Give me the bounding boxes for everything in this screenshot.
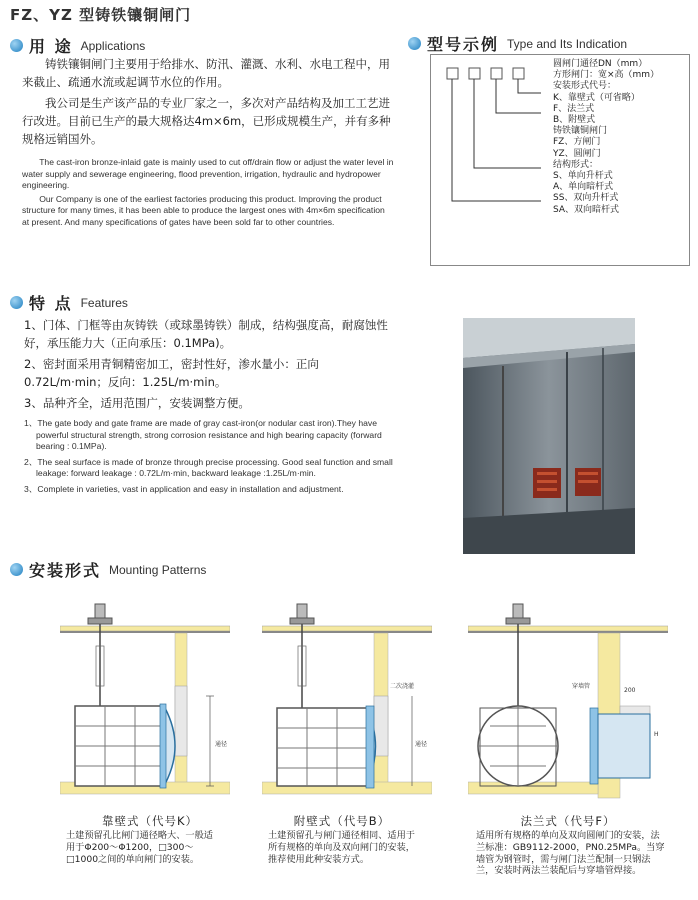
feature-en-item: 3、Complete in varieties, vast in application and easy in installation and adjustment. (24, 483, 344, 494)
type-line: 铸铁镶铜闸门 (553, 126, 608, 137)
gate-photo (463, 318, 635, 554)
bullet-icon (408, 37, 421, 50)
type-en-title: Type and Its Indication (507, 36, 628, 51)
features-heading (10, 291, 128, 314)
type-line: S、单向升杆式 (553, 171, 613, 182)
caption-wall-mounted: 靠壁式（代号K） (101, 814, 199, 828)
applications-en-title: Applications (80, 38, 146, 53)
applications-en-block (22, 157, 394, 228)
wall-pipe-label: 穿墙管 (572, 683, 591, 690)
mounting-cn-title: 安装形式 (29, 561, 102, 580)
type-code-list (553, 59, 659, 216)
applications-cn-block (22, 55, 394, 148)
bullet-icon (10, 39, 23, 52)
type-heading (408, 32, 627, 55)
type-line: FZ、方闸门 (553, 137, 601, 148)
applications-cn-para2: 我公司是生产该产品的专业厂家之一，多次对产品结构及加工工艺进行改进。目前已生产的最大规格达4m×6m，已形成规模生产，并有多种规格远销国外。 (22, 96, 391, 146)
features-en-title: Features (80, 295, 128, 310)
features-cn-list (24, 316, 394, 415)
applications-cn-title: 用 途 (29, 37, 73, 56)
feature-cn-item: 2、密封面采用青铜精密加工，密封性好，渗水量小：正向0.72L/m·min；反向：1.25L/m·min。 (24, 357, 319, 389)
caption-flange: 法兰式（代号F） (520, 814, 616, 828)
feature-cn-item: 3、品种齐全，适用范围广，安装调整方便。 (24, 396, 250, 410)
drawing-flange (468, 596, 668, 808)
type-line: 圆闸门通径DN（mm） (553, 59, 648, 69)
type-cn-title: 型号示例 (427, 35, 500, 54)
feature-en-item: 1、The gate body and gate frame are made of gray cast-iron(or nodular cast iron).They have powerful structural strength, strong corrosion resistance and high bearing capacity (forward bearing : 0.1MPa). (24, 418, 382, 451)
elevation-label: 通径 (215, 741, 228, 748)
type-line: YZ、圆闸门 (553, 148, 601, 159)
type-line: 结构形式： (553, 159, 599, 170)
features-cn-title: 特 点 (29, 294, 73, 313)
page-title: FZ、YZ 型铸铁镶铜闸门 (10, 6, 192, 24)
type-line: F、法兰式 (553, 103, 595, 114)
desc-wall-mounted: 土建预留孔比闸门通径略大、一般适用于Φ200～Φ1200，□300～□1000之间的单向闸门的安装。 (66, 830, 213, 865)
type-line: SA、双向暗杆式 (553, 204, 620, 215)
drawing-wall-mounted (60, 596, 230, 808)
type-line: K、靠壁式（可省略） (553, 92, 640, 103)
type-line: B、附壁式 (553, 115, 596, 126)
mounting-en-title: Mounting Patterns (109, 562, 207, 577)
desc-flange: 适用所有规格的单向及双向圆闸门的安装，法兰标准：GB9112-2000，PN0.25MPa。当穿墙管为钢管时，需与闸门法兰配制一只钢法兰，安装时两法兰装配后与穿墙管焊接。 (476, 830, 665, 877)
dim-200-label: 200 (624, 687, 636, 694)
bullet-icon (10, 296, 23, 309)
feature-en-item: 2、The seal surface is made of bronze through precise processing. Good seal function and small leakage: forward leakage : 0.72L/m·min, backward leakage :1.25L/m·min. (24, 456, 393, 478)
caption-attached: 附壁式（代号B） (293, 814, 391, 828)
drawing-attached (262, 596, 432, 808)
mounting-heading (10, 558, 206, 581)
dim-h-label: H (654, 731, 659, 738)
bullet-icon (10, 563, 23, 576)
desc-attached: 土建预留孔与闸门通径相同、适用于所有规格的单向及双向闸门的安装，推荐使用此种安装方式。 (268, 830, 415, 865)
secondary-concrete-label: 二次浇灌 (390, 683, 415, 690)
applications-cn-para1: 铸铁镶铜闸门主要用于给排水、防汛、灌溉、水利、水电工程中，用来截止、疏通水流或起调节水位的作用。 (22, 57, 390, 89)
applications-heading (10, 34, 145, 57)
applications-en-para1: The cast-iron bronze-inlaid gate is mainly used to cut off/drain flow or adjust the water level in water supply and sewerage engineering, flood prevention, irrigation, hydraulic and hydropower engineering. (22, 157, 394, 190)
type-line: 安装形式代号： (553, 81, 617, 92)
type-line: A、单向暗杆式 (553, 182, 614, 193)
type-line: SS、双向升杆式 (553, 193, 619, 204)
feature-cn-item: 1、门体、门框等由灰铸铁（或球墨铸铁）制成，结构强度高，耐腐蚀性好，承压能力大（正向承压：0.1MPa)。 (24, 318, 388, 350)
features-en-list (24, 418, 396, 499)
applications-en-para2: Our Company is one of the earliest factories producing this product. Improving the product structure for many times, it has been able to produce the largest ones with 4m×6m specification at present. And many specifications of gates have been sold far to other countries. (22, 193, 385, 227)
type-indication-box (430, 54, 690, 266)
type-line: 方形闸门：宽×高（mm） (553, 70, 660, 81)
elevation-label: 通径 (415, 741, 428, 748)
